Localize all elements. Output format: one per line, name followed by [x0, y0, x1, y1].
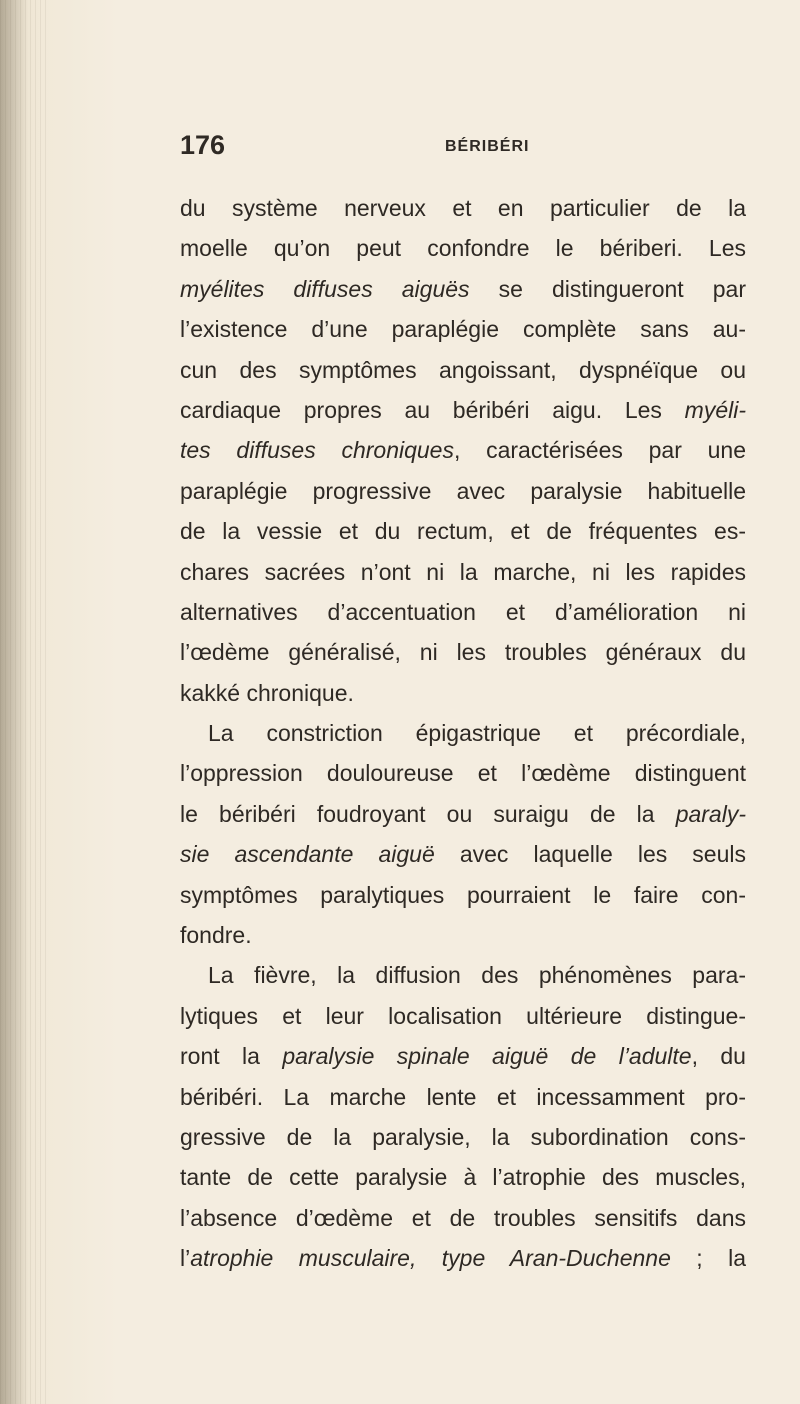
- text-line: gressive de la paralysie, la subordination cons-: [180, 1123, 746, 1150]
- text-line: lytiques et leur localisation ultérieure distingue-: [180, 1002, 746, 1029]
- text-line: kakké chronique.: [180, 679, 354, 706]
- text-line: tes diffuses chroniques, caractérisées par une: [180, 437, 746, 464]
- page-number: 176: [180, 130, 226, 160]
- text-line: du système nerveux et en particulier de la: [180, 195, 746, 221]
- text-line: cun des symptômes angoissant, dyspnéïque ou: [180, 356, 746, 383]
- text-line: l’oppression douloureuse et l’œdème distinguent: [180, 760, 746, 787]
- text-line: symptômes paralytiques pourraient le faire con-: [180, 881, 746, 908]
- text-line: ront la paralysie spinale aiguë de l’adulte, du: [180, 1043, 746, 1070]
- text-line: le béribéri foudroyant ou suraigu de la paraly-: [180, 800, 746, 827]
- text-line: sie ascendante aiguë avec laquelle les seuls: [180, 841, 746, 868]
- text-line: l’œdème généralisé, ni les troubles généraux du: [180, 639, 746, 666]
- text-line: tante de cette paralysie à l’atrophie des muscles,: [180, 1164, 746, 1191]
- text-line: cardiaque propres au béribéri aigu. Les myéli-: [180, 396, 746, 423]
- text-line: moelle qu’on peut confondre le bériberi. Les: [180, 235, 746, 262]
- text-line: l’atrophie musculaire, type Aran-Duchenne ; la: [180, 1245, 746, 1272]
- body-text: [180, 188, 746, 1279]
- binding-shadow: [0, 0, 28, 1404]
- page-header: [180, 130, 740, 170]
- text-line: La fièvre, la diffusion des phénomènes para-: [208, 962, 746, 989]
- text-line: alternatives d’accentuation et d’amélioration ni: [180, 598, 746, 625]
- running-head: BÉRIBÉRI: [445, 138, 530, 155]
- text-line: myélites diffuses aiguës se distingueront par: [180, 275, 746, 302]
- text-line: La constriction épigastrique et précordiale,: [208, 720, 746, 747]
- text-line: l’existence d’une paraplégie complète sans au-: [180, 316, 746, 343]
- text-line: béribéri. La marche lente et incessamment pro-: [180, 1083, 746, 1110]
- text-line: chares sacrées n’ont ni la marche, ni les rapides: [180, 558, 746, 585]
- text-line: fondre.: [180, 922, 252, 949]
- text-line: l’absence d’œdème et de troubles sensitifs dans: [180, 1204, 746, 1231]
- text-line: de la vessie et du rectum, et de fréquentes es-: [180, 518, 746, 545]
- text-line: paraplégie progressive avec paralysie habituelle: [180, 477, 746, 504]
